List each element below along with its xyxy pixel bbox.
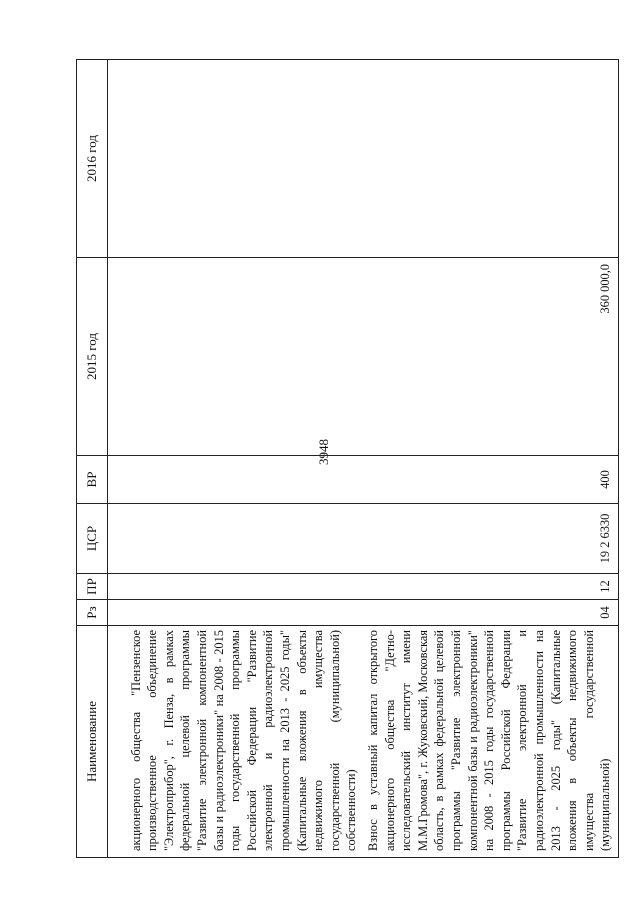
row-vr: 400 bbox=[364, 456, 619, 504]
table-row bbox=[364, 60, 619, 858]
header-2016: 2016 год bbox=[77, 60, 108, 258]
row-rz: 04 bbox=[364, 600, 619, 626]
row-2016 bbox=[108, 60, 365, 258]
budget-table bbox=[76, 59, 619, 858]
header-2015: 2015 год bbox=[77, 258, 108, 456]
header-rz: Рз bbox=[77, 600, 108, 626]
row-rz bbox=[108, 600, 365, 626]
header-pr: ПР bbox=[77, 574, 108, 600]
row-pr: 12 bbox=[364, 574, 619, 600]
row-name-cell bbox=[364, 626, 619, 858]
row-name-cell bbox=[108, 626, 365, 858]
row-name: Взнос в уставный капитал открытого акционерного общества "Детно-исследовательский институт имени М.М.Громова", г. Жуковский, Московская область, в рамках федеральной целевой программы "Развитие электронной компонентной базы и радиоэлектроники" на 2008 - 2015 годы государственной программы Российской Федерации "Развитие электронной и радиоэлектронной промышленности на 2013 - 2025 годы" (Капитальные вложения в объекты недвижимого имущества государственной (муниципальной) bbox=[366, 630, 613, 851]
row-pr bbox=[108, 574, 365, 600]
page-number: 3948 bbox=[316, 439, 331, 465]
table-row bbox=[108, 60, 365, 858]
row-2016 bbox=[364, 60, 619, 258]
row-csr bbox=[108, 504, 365, 574]
header-vr: ВР bbox=[77, 456, 108, 504]
row-2015: 360 000,0 bbox=[364, 258, 619, 456]
row-vr bbox=[108, 456, 365, 504]
header-name: Наименование bbox=[77, 626, 108, 858]
row-name: акционерного общества "Пензенское производственное объединение "Электроприбор", г. Пенза, в рамках федеральной целевой программы "Развитие электронной компонентной базы и радиоэлектроники" на 2008 - 2015 годы государственной программы Российской Федерации "Развитие электронной и радиоэлектронной промышленности на 2013 - 2025 годы" (Капитальные вложения в объекты недвижимого имущества государственной (муниципальной) собственности) bbox=[128, 630, 359, 851]
rotated-sheet bbox=[76, 60, 613, 858]
row-2015 bbox=[108, 258, 365, 456]
header-csr: ЦСР bbox=[77, 504, 108, 574]
header-row bbox=[77, 60, 108, 858]
row-csr: 19 2 6330 bbox=[364, 504, 619, 574]
